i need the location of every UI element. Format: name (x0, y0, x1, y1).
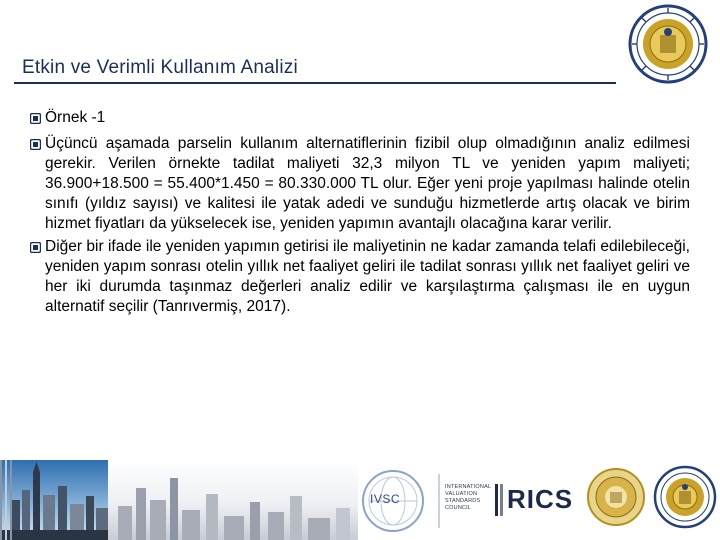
city-skyline-photo (0, 460, 108, 540)
faded-skyline (108, 460, 358, 540)
ivsc-caption-line: COUNCIL (445, 505, 472, 511)
square-bullet-icon (30, 139, 41, 150)
bullet-text: Örnek -1 (45, 109, 106, 126)
university-seal-icon (628, 4, 708, 84)
square-bullet-icon (30, 113, 41, 124)
slide-body (30, 108, 690, 320)
page-title: Etkin ve Verimli Kullanım Analizi (22, 57, 298, 78)
footer-logos (355, 462, 720, 540)
gold-seal-icon (587, 466, 645, 528)
university-seal-small-icon (653, 464, 717, 530)
bullet-item (30, 237, 690, 317)
ivsc-caption-line: VALUATION (445, 491, 478, 497)
bullet-item (30, 134, 690, 234)
ivsc-caption (445, 484, 491, 512)
ivsc-label: IVSC (370, 492, 401, 506)
bullet-text: Diğer bir ifade ile yeniden yapımın getirisi ile maliyetinin ne kadar zamanda telafi edilebileceği, yeniden yapım sonrası otelin yıllık net faaliyet geliri ile tadilat sonrası yıllık net faaliyet geliri ve her iki durumda taşınmaz değerleri analiz edilir ve karşılaştırma çalışması ile en uygun alternatif seçilir (Tanrıvermiş, 2017). (45, 238, 690, 315)
ivsc-caption-line: STANDARDS (445, 498, 481, 504)
bullet-item (30, 108, 690, 128)
bullet-text: Üçüncü aşamada parselin kullanım alternatiflerinin fizibil olup olmadığının analiz edilmesi gerekir. Verilen örnekte tadilat maliyeti 32,3 milyon TL ve yeniden yapım maliyeti; 36.900+18.500 = 55.400*1.450 = 80.330.000 TL olur. Eğer yeni proje yapılması halinde otelin sınıfı (yıldız sayısı) ve kalitesi ile yatak adedi ve sunduğu hizmetlerde artış olacak ve birim hizmet fiyatları da yükselecek ise, yeniden yapımın avantajlı olacağına karar verilir. (45, 135, 690, 232)
rics-logo: RICS (507, 484, 574, 514)
footer-stripes (0, 460, 14, 540)
title-divider (14, 82, 616, 84)
rics-bar-icon (493, 480, 505, 520)
square-bullet-icon (30, 242, 41, 253)
ivsc-caption-line: INTERNATIONAL (445, 484, 492, 490)
